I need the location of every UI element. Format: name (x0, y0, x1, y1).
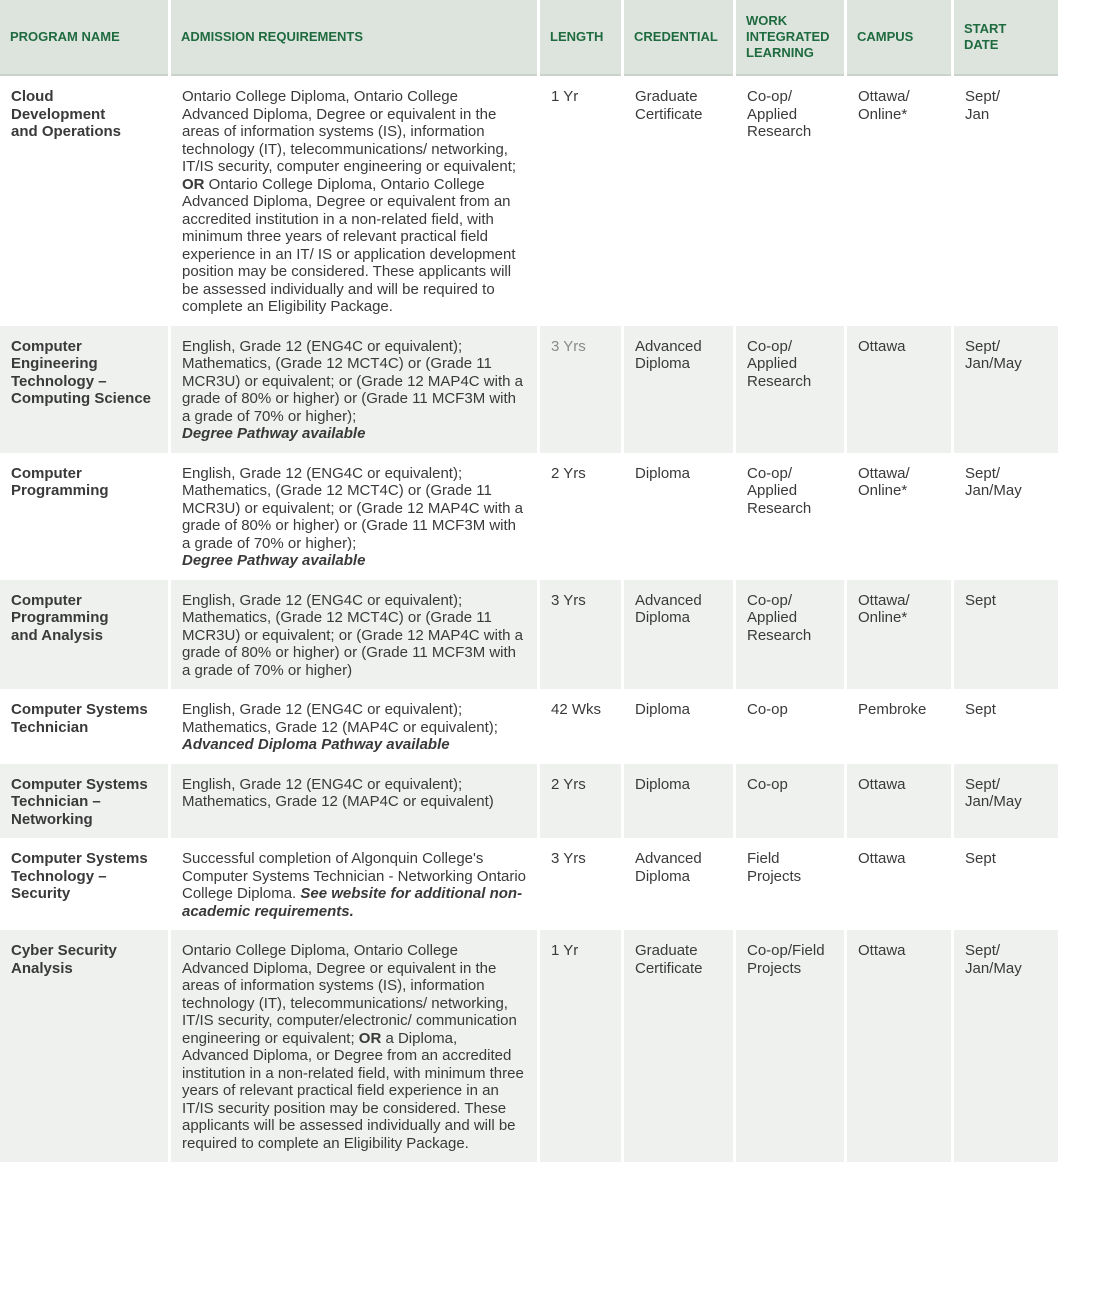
program-wil: Co-op/ Applied Research (736, 76, 844, 326)
program-campus: Ottawa/ Online* (847, 76, 951, 326)
admission-requirements (171, 764, 537, 839)
program-length: 1 Yr (540, 76, 621, 326)
admission-requirements (171, 930, 537, 1162)
program-campus: Ottawa (847, 764, 951, 839)
program-campus: Ottawa/ Online* (847, 580, 951, 690)
program-length: 42 Wks (540, 689, 621, 764)
admission-requirements (171, 689, 537, 764)
program-length: 1 Yr (540, 930, 621, 1162)
program-wil: Co-op (736, 764, 844, 839)
table-header (0, 0, 1058, 76)
table-row (0, 764, 1058, 839)
header-program-name: PROGRAM NAME (0, 0, 168, 76)
admission-requirements (171, 76, 537, 326)
program-length: 3 Yrs (540, 838, 621, 930)
program-credential: Graduate Certificate (624, 76, 733, 326)
req-text-continued: a Diploma, Advanced Diploma, or Degree from an accredited institution in a non-related field, with minimum three years of relevant practical field experience in an IT/IS security position may be considered. These applicants will be assessed individually and will be required to complete an Eligibility Package. (182, 1029, 524, 1152)
program-name: Computer Systems Technician (0, 689, 168, 764)
admission-requirements (171, 326, 537, 453)
table-row (0, 580, 1058, 690)
program-campus: Ottawa (847, 930, 951, 1162)
req-pathway-note: Degree Pathway available (182, 552, 366, 569)
program-length: 3 Yrs (540, 326, 621, 453)
program-wil: Field Projects (736, 838, 844, 930)
program-length: 2 Yrs (540, 764, 621, 839)
req-pathway-note: Degree Pathway available (182, 425, 366, 442)
program-credential: Advanced Diploma (624, 326, 733, 453)
program-campus: Pembroke (847, 689, 951, 764)
program-wil: Co-op/ Applied Research (736, 580, 844, 690)
program-wil: Co-op/Field Projects (736, 930, 844, 1162)
req-or: OR (182, 175, 205, 193)
program-start-date: Sept (954, 838, 1058, 930)
req-text: Successful completion of Algonquin College's Computer Systems Technician - Networking Ontario College Diploma. (182, 850, 527, 902)
req-text-continued: Ontario College Diploma, Ontario College Advanced Diploma, Degree or equivalent from an accredited institution in a non-related field, with minimum three years of relevant practical field experience in an IT/ IS or application development position may be considered. These applicants will be assessed individually and will be required to complete an Eligibility Package. (182, 175, 516, 315)
header-credential: CREDENTIAL (624, 0, 733, 76)
program-start-date: Sept/ Jan (954, 76, 1058, 326)
program-credential: Diploma (624, 453, 733, 580)
table-row (0, 930, 1058, 1162)
program-name: Cyber Security Analysis (0, 930, 168, 1162)
program-campus: Ottawa/ Online* (847, 453, 951, 580)
program-credential: Advanced Diploma (624, 580, 733, 690)
program-name: Computer Programming (0, 453, 168, 580)
req-text: English, Grade 12 (ENG4C or equivalent); Mathematics, (Grade 12 MCT4C) or (Grade 11 MCR3U) or equivalent; or (Grade 12 MAP4C with a grade of 80% or higher) or (Grade 11 MCF3M with a grade of 70% or higher) (182, 591, 523, 679)
admission-requirements (171, 580, 537, 690)
admission-requirements (171, 453, 537, 580)
program-name: Computer Systems Technology – Security (0, 838, 168, 930)
program-start-date: Sept (954, 689, 1058, 764)
req-text: English, Grade 12 (ENG4C or equivalent); Mathematics, (Grade 12 MCT4C) or (Grade 11 MCR3U) or equivalent; or (Grade 12 MAP4C with a grade of 80% or higher) or (Grade 11 MCF3M with a grade of 70% or higher); (182, 464, 523, 552)
program-length: 2 Yrs (540, 453, 621, 580)
table-row (0, 76, 1058, 326)
program-wil: Co-op (736, 689, 844, 764)
program-start-date: Sept/ Jan/May (954, 453, 1058, 580)
table-row (0, 838, 1058, 930)
table-body (0, 76, 1058, 1162)
header-length: LENGTH (540, 0, 621, 76)
program-start-date: Sept/ Jan/May (954, 764, 1058, 839)
program-name: Computer Programming and Analysis (0, 580, 168, 690)
program-credential: Advanced Diploma (624, 838, 733, 930)
req-text: English, Grade 12 (ENG4C or equivalent); Mathematics, Grade 12 (MAP4C or equivalent); (182, 701, 498, 736)
program-start-date: Sept/ Jan/May (954, 326, 1058, 453)
table-row (0, 453, 1058, 580)
program-credential: Graduate Certificate (624, 930, 733, 1162)
header-start-date: START DATE (954, 0, 1058, 76)
program-length: 3 Yrs (540, 580, 621, 690)
header-work-integrated-learning: WORK INTEGRATED LEARNING (736, 0, 844, 76)
program-credential: Diploma (624, 764, 733, 839)
program-start-date: Sept/ Jan/May (954, 930, 1058, 1162)
req-text: Ontario College Diploma, Ontario College Advanced Diploma, Degree or equivalent in the areas of information systems (IS), information technology (IT), telecommunications/ networking, IT/IS security, computer engineering or equivalent; (182, 88, 517, 175)
header-row (0, 0, 1058, 76)
program-campus: Ottawa (847, 838, 951, 930)
header-admission-requirements: ADMISSION REQUIREMENTS (171, 0, 537, 76)
program-start-date: Sept (954, 580, 1058, 690)
program-credential: Diploma (624, 689, 733, 764)
program-name: Computer Systems Technician – Networking (0, 764, 168, 839)
table-row (0, 326, 1058, 453)
req-pathway-note: See website for additional non-academic requirements. (182, 885, 523, 920)
program-campus: Ottawa (847, 326, 951, 453)
program-wil: Co-op/ Applied Research (736, 453, 844, 580)
req-text: English, Grade 12 (ENG4C or equivalent); Mathematics, Grade 12 (MAP4C or equivalent) (182, 775, 494, 810)
program-name: Computer Engineering Technology – Computing Science (0, 326, 168, 453)
program-wil: Co-op/ Applied Research (736, 326, 844, 453)
admission-requirements (171, 838, 537, 930)
table-row (0, 689, 1058, 764)
req-text: Ontario College Diploma, Ontario College Advanced Diploma, Degree or equivalent in the areas of information systems (IS), information technology (IT), telecommunications/ networking, IT/IS security, computer/electronic/ communication engineering or equivalent; (182, 942, 517, 1047)
req-pathway-note: Advanced Diploma Pathway available (182, 736, 450, 753)
program-name: Cloud Development and Operations (0, 76, 168, 326)
req-text: English, Grade 12 (ENG4C or equivalent); Mathematics, (Grade 12 MCT4C) or (Grade 11 MCR3U) or equivalent; or (Grade 12 MAP4C with a grade of 80% or higher) or (Grade 11 MCF3M with a grade of 70% or higher); (182, 337, 523, 425)
req-or: OR (358, 1029, 382, 1047)
header-campus: CAMPUS (847, 0, 951, 76)
